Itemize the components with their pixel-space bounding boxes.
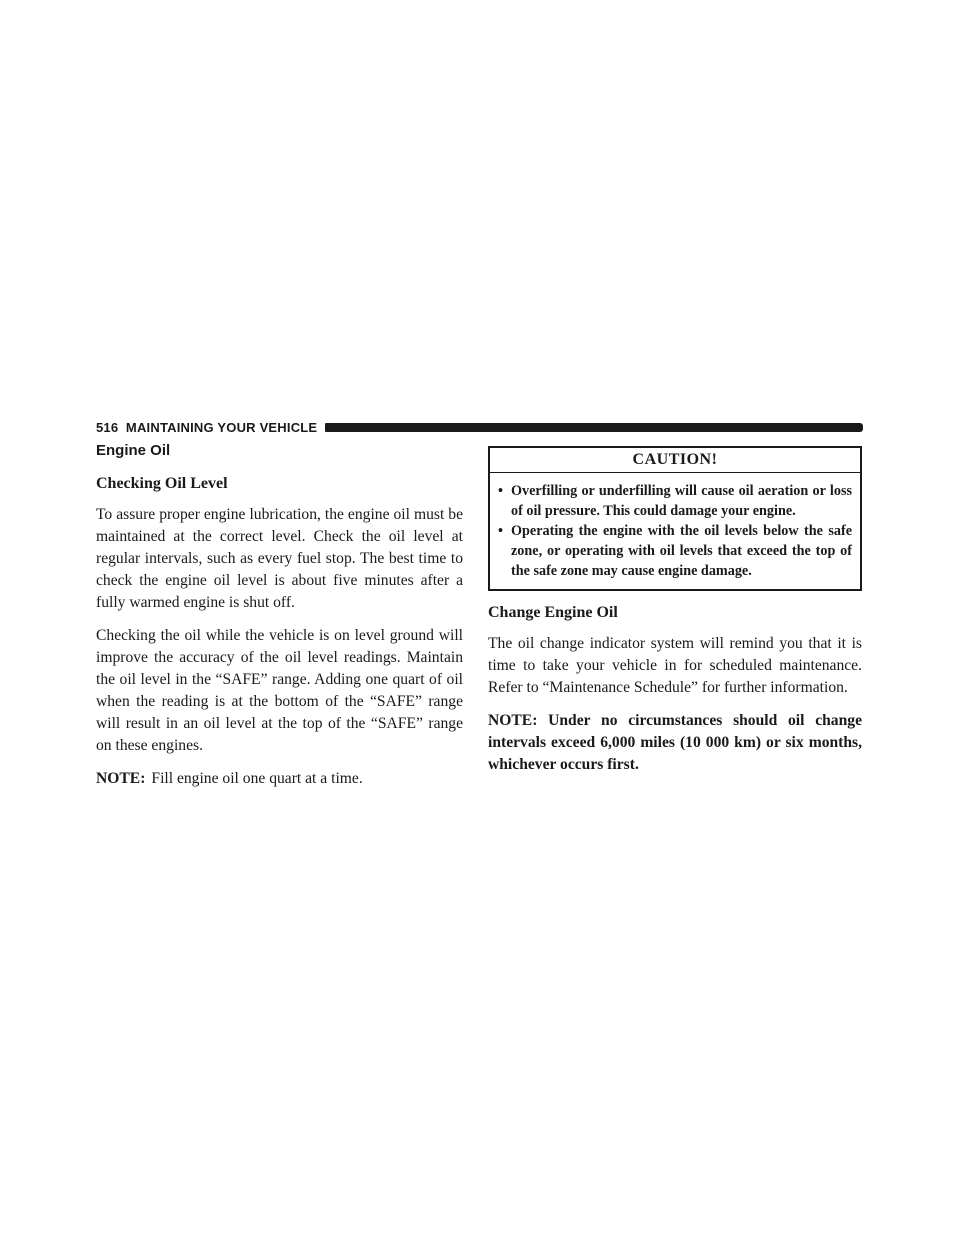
caution-title: CAUTION!	[490, 448, 860, 473]
bullet: •	[498, 483, 503, 499]
page-number: 516	[96, 419, 119, 435]
caution-item: • Overfilling or underfilling will cause oil aeration or loss of oil pressure. This could damage your engine.	[498, 483, 852, 519]
right-column	[488, 446, 862, 787]
paragraph: To assure proper engine lubrication, the engine oil must be maintained at the correct level. Check the oil level at regular intervals, such as every fuel stop. The best time to check the engine oil level is about five minutes after a fully warmed engine is shut off.	[96, 506, 463, 611]
caution-box	[488, 446, 862, 591]
paragraph: The oil change indicator system will remind you that it is time to take your vehicle in for scheduled maintenance. Refer to “Maintenance Schedule” for further information.	[488, 635, 862, 696]
caution-list	[490, 473, 860, 589]
bullet: •	[498, 523, 503, 539]
note	[96, 768, 463, 790]
left-column	[96, 441, 463, 801]
section-name: MAINTAINING YOUR VEHICLE	[125, 419, 318, 435]
paragraph: Checking the oil while the vehicle is on level ground will improve the accuracy of the oil level readings. Maintain the oil level in the “SAFE” range. Adding one quart of oil when the reading is at the bottom of the “SAFE” range will result in an oil level at the top of the “SAFE” range on these engines.	[96, 627, 463, 754]
running-header	[96, 418, 863, 436]
header-rule	[325, 423, 863, 432]
subsection-title-change: Change Engine Oil	[488, 604, 618, 621]
bold-note: NOTE: Under no circumstances should oil change intervals exceed 6,000 miles (10 000 km) or six months, whichever occurs first.	[488, 712, 862, 773]
section-title: Engine Oil	[96, 442, 171, 459]
note-text: Fill engine oil one quart at a time.	[151, 770, 363, 787]
subsection-title-checking: Checking Oil Level	[96, 475, 228, 492]
caution-item: • Operating the engine with the oil levels below the safe zone, or operating with oil levels that exceed the top of the safe zone may cause engine damage.	[498, 523, 852, 579]
note-label: NOTE:	[96, 770, 146, 787]
page-header-text	[96, 420, 317, 435]
